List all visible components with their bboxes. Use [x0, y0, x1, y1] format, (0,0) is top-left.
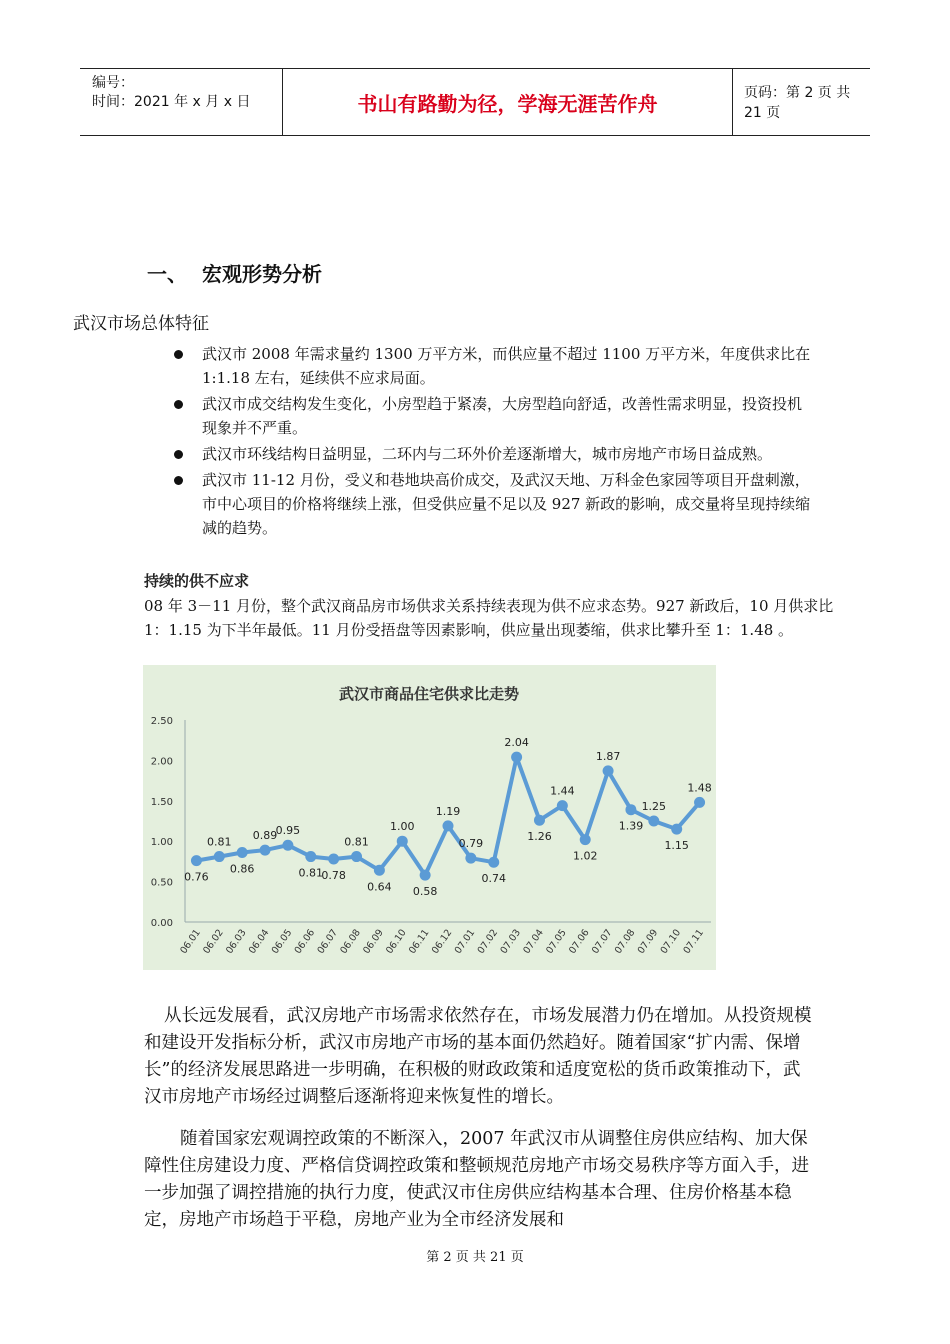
section-title: 宏观形势分析	[202, 262, 322, 286]
list-item-text: 武汉市成交结构发生变化，小房型趋于紧凑，大房型趋向舒适，改善性需求明显，投资投机现象并不严重。	[202, 395, 803, 437]
data-point	[511, 752, 522, 763]
data-label: 0.76	[184, 870, 209, 884]
data-label: 0.64	[367, 880, 392, 894]
paragraph-1: 08 年 3－11 月份，整个武汉商品房市场供求关系持续表现为供不应求态势。927 新政后，10 月供求比 1：1.15 为下半年最低。11 月份受捂盘等因素影响，供应量出现萎缩，供求比攀升至 1：1.48 。	[144, 597, 834, 639]
bullet-dot-icon	[174, 450, 183, 459]
data-point	[557, 800, 568, 811]
bullet-list	[172, 342, 812, 542]
data-label: 0.86	[229, 862, 255, 876]
x-tick-label: 06.02	[201, 927, 226, 957]
data-label: 0.78	[321, 868, 346, 882]
data-point	[420, 870, 431, 881]
data-label: 1.87	[595, 749, 621, 763]
motto-text: 书山有路勤为径，学海无涯苦作舟	[357, 91, 658, 116]
data-point	[260, 845, 271, 856]
x-tick-label: 07.05	[544, 927, 569, 957]
data-point	[534, 815, 545, 826]
data-label: 0.81	[344, 835, 369, 849]
data-point	[282, 840, 293, 851]
x-tick-label: 06.11	[406, 927, 432, 957]
header-page-cell	[733, 69, 870, 135]
data-point	[214, 851, 225, 862]
data-label: 1.00	[390, 820, 415, 834]
x-tick-label: 07.07	[589, 927, 615, 957]
y-tick-label: 1.50	[150, 796, 173, 808]
data-point	[694, 797, 705, 808]
page-footer: 第 2 页 共 21 页	[426, 1250, 524, 1265]
data-point	[465, 853, 476, 864]
data-label: 0.58	[412, 885, 438, 899]
y-tick-label: 1.00	[150, 837, 173, 849]
data-label: 1.44	[550, 784, 575, 798]
data-label: 1.26	[527, 830, 552, 844]
x-tick-label: 07.03	[498, 927, 524, 957]
paragraph-2: 从长远发展看，武汉房地产市场需求依然存在，市场发展潜力仍在增加。从投资规模和建设开发指标分析，武汉市房地产市场的基本面仍然趋好。随着国家“扩内需、保增长”的经济发展思路进一步明确，在积极的财政政策和适度宽松的货币政策推动下，武汉市房地产市场经过调整后逐渐将迎来恢复性的增长。	[144, 1006, 812, 1107]
x-tick-label: 06.07	[315, 927, 341, 957]
x-tick-label: 06.12	[429, 927, 455, 957]
list-item	[172, 392, 812, 440]
data-label: 0.95	[275, 824, 301, 838]
y-tick-label: 0.00	[150, 918, 173, 929]
header-motto-cell	[283, 69, 733, 135]
subheading: 持续的供不应求	[144, 572, 250, 590]
list-item	[172, 342, 812, 390]
bullet-dot-icon	[174, 400, 183, 409]
header-table	[80, 68, 870, 136]
data-point	[374, 865, 385, 876]
data-point	[397, 836, 408, 847]
x-tick-label: 07.08	[612, 927, 638, 957]
data-point	[648, 816, 659, 827]
section-heading	[147, 258, 322, 287]
data-label: 0.79	[458, 837, 484, 851]
x-tick-label: 07.09	[635, 927, 661, 957]
x-tick-label: 06.06	[292, 927, 318, 957]
x-tick-label: 06.08	[338, 927, 363, 957]
data-point	[671, 824, 682, 835]
x-tick-label: 06.10	[384, 927, 409, 957]
section-number: 一、	[147, 262, 187, 286]
data-point	[443, 820, 454, 831]
bullet-dot-icon	[174, 476, 183, 485]
data-label: 0.81	[207, 835, 232, 849]
data-point	[305, 851, 316, 862]
data-label: 0.81	[298, 866, 324, 880]
list-item-text: 武汉市 11-12 月份，受义和巷地块高价成交，及武汉天地、万科金色家园等项目开盘刺激，市中心项目的价格将继续上涨，但受供应量不足以及 927 新政的影响，成交量将呈现持续缩减的趋势。	[202, 471, 811, 537]
list-item-text: 武汉市环线结构日益明显，二环内与二环外价差逐渐增大，城市房地产市场日益成熟。	[202, 445, 773, 463]
x-tick-label: 07.04	[521, 927, 546, 957]
data-point	[351, 851, 362, 862]
x-tick-label: 06.03	[224, 927, 249, 957]
paragraph-3: 随着国家宏观调控政策的不断深入，2007 年武汉市从调整住房供应结构、加大保障性住房建设力度、严格信贷调控政策和整顿规范房地产市场交易秩序等方面入手，进一步加强了调控措施的执行力度，使武汉市住房供应结构基本合理、住房价格基本稳定，房地产市场趋于平稳，房地产业为全市经济发展和	[144, 1129, 809, 1230]
x-tick-label: 07.02	[475, 927, 501, 957]
page-info: 页码：第 2 页 共 21 页	[744, 85, 851, 121]
data-point	[603, 765, 614, 776]
number-label: 编号：	[92, 75, 134, 91]
data-label: 0.74	[481, 872, 506, 886]
list-item	[172, 468, 812, 540]
data-point	[191, 855, 202, 866]
chart-title: 武汉市商品住宅供求比走势	[338, 685, 520, 703]
x-tick-label: 07.10	[658, 927, 684, 957]
header-meta-cell	[80, 69, 283, 135]
y-tick-label: 2.50	[150, 716, 173, 727]
x-tick-label: 06.09	[361, 927, 386, 957]
time-label: 时间：2021 年 x 月 x 日	[92, 94, 251, 110]
x-tick-label: 06.05	[269, 927, 295, 957]
data-label: 0.89	[252, 829, 278, 843]
data-label: 1.39	[618, 819, 644, 833]
chart-svg	[143, 665, 716, 970]
data-label: 1.15	[664, 839, 689, 853]
x-tick-label: 06.01	[178, 927, 203, 957]
list-item-text: 武汉市 2008 年需求量约 1300 万平方米，而供应量不超过 1100 万平方米，年度供求比在 1:1.18 左右，延续供不应求局面。	[202, 345, 811, 387]
x-tick-label: 07.01	[452, 927, 478, 957]
list-item	[172, 442, 812, 466]
data-point	[328, 853, 339, 864]
data-label: 1.02	[572, 849, 598, 863]
data-point	[488, 857, 499, 868]
data-label: 1.25	[641, 800, 667, 813]
subtitle: 武汉市场总体特征	[73, 314, 209, 334]
data-point	[625, 804, 636, 815]
x-tick-label: 06.04	[246, 927, 272, 957]
x-tick-label: 07.11	[681, 927, 707, 957]
y-tick-label: 0.50	[150, 877, 173, 889]
data-point	[580, 834, 591, 845]
data-label: 2.04	[504, 736, 529, 750]
data-label: 1.48	[687, 781, 712, 795]
bullet-dot-icon	[174, 350, 183, 359]
supply-demand-chart	[143, 665, 716, 970]
data-label: 1.19	[435, 804, 461, 818]
x-tick-label: 07.06	[567, 927, 592, 957]
y-tick-label: 2.00	[150, 756, 173, 768]
data-point	[237, 847, 248, 858]
